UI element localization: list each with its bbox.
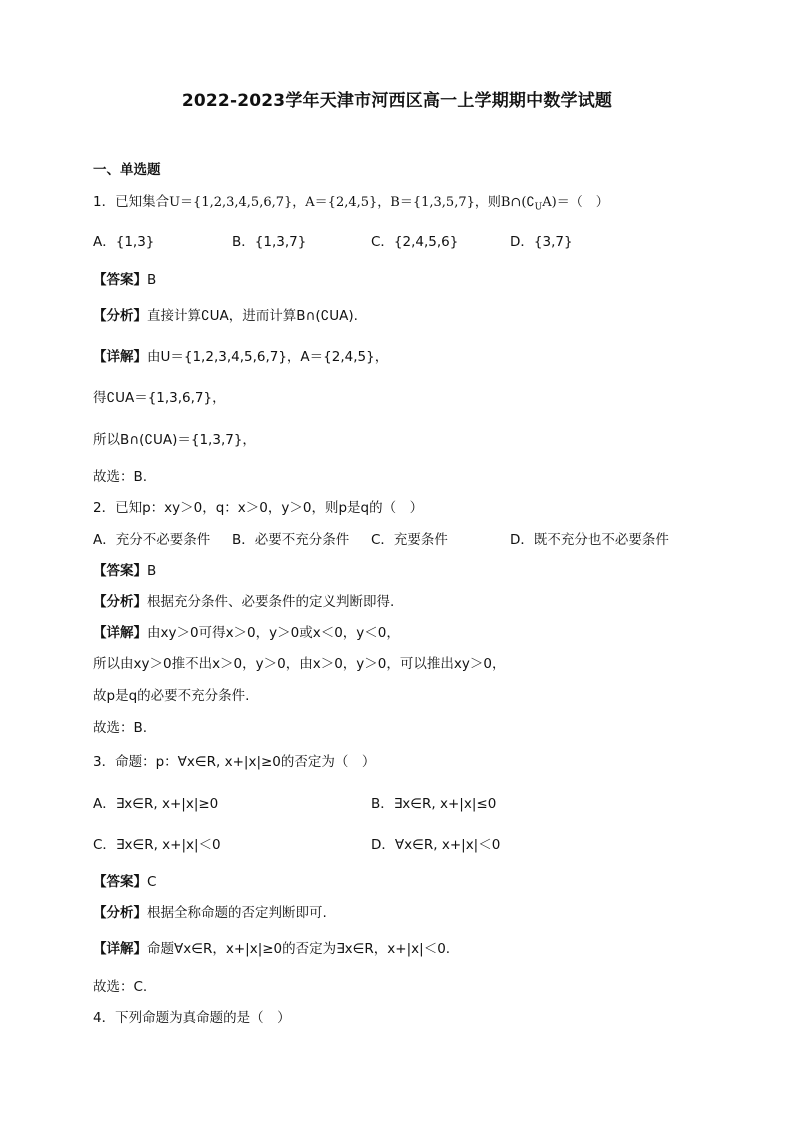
document-title: 2022-2023学年天津市河西区高一上学期期中数学试题 [181,91,613,111]
q2-option-b: B．必要不充分条件 [232,532,350,548]
q1-answer [93,270,156,290]
question-1-stem [93,192,609,218]
q3-answer [93,872,156,892]
q3-analysis-tag: 【分析】 [93,905,147,921]
q1-stem-math: U＝{1,2,3,4,5,6,7}，A＝{2,4,5}，B＝{1,3,5,7}，则B∩(∁ [169,195,535,210]
q2-answer-value: B [147,563,157,579]
q2-conclusion: 故选：B. [93,720,148,736]
q2-analysis-tag: 【分析】 [93,594,147,610]
question-4-stem: 4．下列命题为真命题的是（ ） [93,1010,291,1026]
q1-detail-line-2: 得∁UA＝{1,3,6,7}， [93,390,226,406]
q1-option-a: A．{1,3} [93,234,155,250]
q1-analysis-text: 直接计算∁UA，进而计算B∩(∁UA). [147,308,358,324]
q1-conclusion: 故选：B. [93,469,148,485]
q2-answer-tag: 【答案】 [93,563,147,579]
q2-answer [93,561,156,581]
q3-option-a: A．∃x∈R, x+|x|≥0 [93,796,219,812]
question-3-stem: 3．命题：p：∀x∈R, x+|x|≥0的否定为（ ） [93,754,376,770]
q1-option-c: C．{2,4,5,6} [371,234,459,250]
q3-option-b: B．∃x∈R, x+|x|≤0 [371,796,497,812]
q1-detail-tag: 【详解】 [93,349,147,365]
q1-analysis [93,306,358,326]
q1-stem-math-end: A)＝（ ） [542,195,609,210]
q3-detail-line-1: 命题∀x∈R，x+|x|≥0的否定为∃x∈R，x+|x|＜0. [147,941,451,957]
q3-conclusion: 故选：C. [93,979,148,995]
q3-option-d: D．∀x∈R, x+|x|＜0 [371,837,501,853]
q3-analysis [93,903,327,923]
q2-detail-line-3: 故p是q的必要不充分条件. [93,688,250,704]
question-2-stem: 2．已知p：xy＞0，q：x＞0，y＞0，则p是q的（ ） [93,500,424,516]
q1-answer-tag: 【答案】 [93,272,147,288]
q3-analysis-text: 根据全称命题的否定判断即可. [147,905,327,921]
q1-option-b: B．{1,3,7} [232,234,307,250]
q3-answer-value: C [147,874,157,890]
q3-answer-tag: 【答案】 [93,874,147,890]
q1-stem-sub: U [534,202,543,213]
q2-option-d: D．既不充分也不必要条件 [510,532,669,548]
q2-analysis-text: 根据充分条件、必要条件的定义判断即得. [147,594,395,610]
q3-detail [93,939,450,959]
q1-option-d: D．{3,7} [510,234,573,250]
q2-detail-tag: 【详解】 [93,625,147,641]
q1-answer-value: B [147,272,157,288]
q2-option-a: A．充分不必要条件 [93,532,211,548]
q1-detail [93,347,388,367]
q1-detail-line-1: 由U＝{1,2,3,4,5,6,7}，A＝{2,4,5}， [147,349,389,365]
q3-option-c: C．∃x∈R, x+|x|＜0 [93,837,221,853]
q1-stem-text: 1．已知集合 [93,194,170,210]
q1-analysis-tag: 【分析】 [93,308,147,324]
q2-option-c: C．充要条件 [371,532,448,548]
q2-detail [93,623,400,643]
q2-detail-line-2: 所以由xy＞0推不出x＞0，y＞0，由x＞0，y＞0，可以推出xy＞0， [93,656,506,672]
q3-detail-tag: 【详解】 [93,941,147,957]
q1-detail-line-3: 所以B∩(∁UA)＝{1,3,7}， [93,432,256,448]
section-heading: 一、单选题 [93,162,161,178]
q2-detail-line-1: 由xy＞0可得x＞0，y＞0或x＜0，y＜0， [147,625,400,641]
q2-analysis [93,592,394,612]
